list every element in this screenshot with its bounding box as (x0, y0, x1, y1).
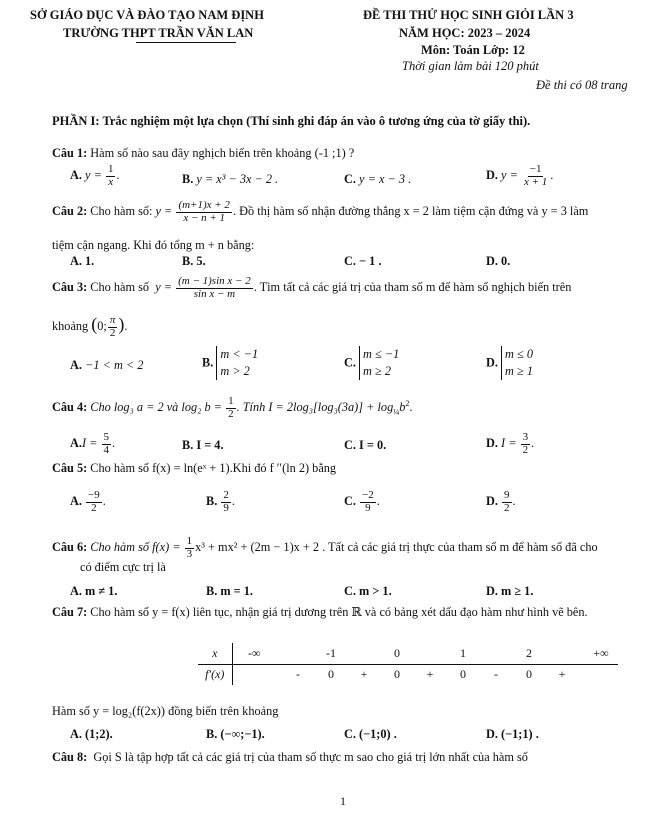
sign-cell: - (296, 667, 300, 682)
sign-cell: 0 (328, 667, 334, 682)
question-5 (52, 461, 336, 476)
q4-a-label: A. (70, 435, 82, 450)
q3-label: Câu 3: (52, 279, 88, 294)
q2-text-3: tiệm cận ngang. Khi đó tổng m + n bằng: (52, 238, 255, 252)
school-year: NĂM HỌC: 2023 – 2024 (399, 26, 531, 40)
q1-a-label: A. (70, 167, 82, 182)
sign-cell: 0 (394, 667, 400, 682)
q8-text: Gọi S là tập hợp tất cả các giá trị của tham số thực m sao cho giá trị lớn nhất của hàm số (93, 750, 528, 764)
q4-option-b: B. I = 4. (182, 438, 224, 452)
q4-text-1: Cho log₃ a = 2 và log₂ b = (90, 399, 222, 414)
q4-option-c: C. I = 0. (344, 438, 387, 452)
q2-option-a: A. 1. (70, 254, 95, 268)
q5-c-label: C. (344, 493, 356, 508)
q5-option-c: C. $\frac{-2}{9}$ . (344, 489, 380, 514)
q3-a-expr: −1 < m < 2 (85, 358, 144, 372)
q4-option-d: D. I = $\frac{3}{2}$ . (486, 431, 535, 456)
q7-text: Cho hàm số y = f(x) liên tục, nhận giá trị dương trên ℝ và có bảng xét dấu đạo hàm như hình vẽ bên. (90, 605, 588, 619)
x-value: 1 (452, 643, 474, 664)
q4-label: Câu 4: (52, 399, 88, 414)
q4-text-2: . Tính I = 2log₃[log₃(3a)] + log (236, 399, 394, 414)
x-value: +∞ (584, 643, 618, 664)
q2-label: Câu 2: (52, 203, 88, 218)
q1-d-label: D. (486, 167, 498, 182)
page-count: Đề thi có 08 trang (536, 78, 628, 92)
q5-a-label: A. (70, 493, 82, 508)
q6-option-c: C. m > 1. (344, 584, 392, 598)
exam-time: Thời gian làm bài 120 phút (402, 59, 539, 73)
q5-option-b: B. $\frac{2}{9}$ . (206, 489, 235, 514)
q3-interval: khoảng (0; $\frac{\pi}{2}$ ). (52, 314, 128, 339)
q6-option-d: D. m ≥ 1. (486, 584, 534, 598)
x-value: 2 (518, 643, 540, 664)
q7-option-d: D. (−1;1) . (486, 727, 539, 741)
q6-option-b: B. m = 1. (206, 584, 253, 598)
page-number: 1 (340, 794, 346, 808)
sign-table (198, 643, 618, 685)
question-1 (52, 146, 354, 161)
school-name: TRƯỜNG THPT TRẦN VĂN LAN (63, 26, 254, 40)
q6-label: Câu 6: (52, 539, 88, 554)
q5-d-label: D. (486, 493, 498, 508)
q5-option-d: D. $\frac{9}{2}$ . (486, 489, 516, 514)
question-6: Câu 6: Cho hàm số f(x) = $\frac{1}{3}$ x³ + mx² + (2m − 1)x + 2 . Tất cả các giá trị thực của tham số m để hàm số đã cho (52, 535, 598, 560)
question-3: Câu 3: Cho hàm số y = $\frac{\text{(m − 1)sin x − 2}}{\text{sin x − m}}$ . Tìm tất cả các giá trị của tham số m để hàm số nghịch biến trên (52, 275, 572, 300)
question-8 (52, 750, 528, 765)
q3-d-label: D. (486, 355, 498, 370)
q6-option-a: A. m ≠ 1. (70, 584, 118, 598)
q7-option-a: A. (1;2). (70, 727, 113, 741)
q3-c-label: C. (344, 355, 356, 370)
q7-label: Câu 7: (52, 605, 88, 619)
sign-cell: - (494, 667, 498, 682)
q5-b-label: B. (206, 493, 218, 508)
q3-option-c: C. m ≤ −1 m ≥ 2 (344, 347, 400, 378)
school-underline (136, 42, 236, 43)
q6-text-1: Cho hàm số f(x) = (90, 539, 181, 554)
q6-text-2: x³ + mx² + (2m − 1)x + 2 . Tất cả các giá trị thực của tham số m để hàm số đã cho (195, 539, 598, 554)
sign-cell: + (360, 667, 368, 682)
q1-option-b (182, 172, 278, 187)
q3-option-d: D. m ≤ 0 m ≥ 1 (486, 347, 533, 378)
q3-option-a (70, 358, 143, 373)
subject: Môn: Toán Lớp: 12 (421, 43, 525, 57)
sign-cell: 0 (526, 667, 532, 682)
q3-text-1: Cho hàm số (90, 279, 150, 294)
q8-label: Câu 8: (52, 750, 88, 764)
q1-option-d: D. y = $\frac{-1}{x + 1}$ . (486, 163, 554, 188)
x-value: -∞ (232, 643, 276, 664)
q3-a-label: A. (70, 358, 82, 372)
sign-cell: 0 (460, 667, 466, 682)
sign-table-fx-label: f′(x) (198, 664, 232, 685)
q7-option-b: B. (−∞;−1). (206, 727, 265, 741)
q6-text-3: có điểm cực trị là (80, 560, 166, 574)
q7-option-c: C. (−1;0) . (344, 727, 397, 741)
q2-option-c: C. − 1 . (344, 254, 382, 268)
q2-option-b: B. 5. (182, 254, 206, 268)
q5-text: Cho hàm số f(x) = ln(eˣ + 1).Khi đó f ′′(ln 2) bằng (90, 461, 337, 475)
x-value: -1 (320, 643, 342, 664)
q1-c-expr: y = x − 3 . (359, 172, 412, 186)
x-value: 0 (386, 643, 408, 664)
q3-text-2: . Tìm tất cả các giá trị của tham số m để hàm số nghịch biến trên (253, 279, 572, 294)
q3-text-3: khoảng (52, 319, 89, 333)
q2-text-1: Cho hàm số: (90, 203, 153, 218)
q1-b-label: B. (182, 172, 194, 186)
dept-name: SỞ GIÁO DỤC VÀ ĐÀO TẠO NAM ĐỊNH (30, 8, 264, 22)
q2-text-2: . Đồ thị hàm số nhận đường thẳng x = 2 làm tiệm cận đứng và y = 3 làm (232, 203, 589, 218)
question-4: Câu 4: Cho log₃ a = 2 và log₂ b = $\frac{1}{2}$ . Tính $I = 2\log_3[\log_3(3a)] + \log_{\frac{1}{4}}b^2$. (52, 395, 413, 420)
sign-cell: + (558, 667, 566, 682)
part-one-heading: PHẦN I: Trắc nghiệm một lựa chọn (Thí sinh ghi đáp án vào ô tương ứng của tờ giấy thi). (52, 114, 531, 128)
question-7 (52, 605, 588, 620)
q1-label: Câu 1: (52, 146, 88, 160)
q4-option-a: A.I = $\frac{5}{4}$ . (70, 431, 116, 456)
sign-table-x-label: x (198, 643, 232, 664)
q2-option-d: D. 0. (486, 254, 511, 268)
q3-option-b: B. m < −1 m > 2 (202, 347, 259, 378)
q1-b-expr: y = x³ − 3x − 2 . (196, 172, 279, 186)
sign-cell: + (426, 667, 434, 682)
q1-option-a: A. y = $\frac{1}{x}$ . (70, 163, 120, 188)
q7-text-2: Hàm số y = log₂(f(2x)) đồng biến trên khoảng (52, 704, 279, 718)
q1-option-c (344, 172, 411, 187)
q4-d-label: D. (486, 435, 498, 450)
question-2: Câu 2: Cho hàm số: y = $\frac{(m+1)x + 2}{x - n + 1}$ . Đồ thị hàm số nhận đường thẳng x = 2 làm tiệm cận đứng và y = 3 làm (52, 199, 589, 224)
exam-title: ĐỀ THI THỬ HỌC SINH GIỎI LẦN 3 (363, 8, 574, 22)
q1-c-label: C. (344, 172, 356, 186)
q5-label: Câu 5: (52, 461, 88, 475)
q1-text: Hàm số nào sau đây nghịch biến trên khoảng (-1 ;1) ? (90, 146, 355, 160)
q3-b-label: B. (202, 355, 214, 370)
q5-option-a: A. $\frac{-9}{2}$ . (70, 489, 106, 514)
